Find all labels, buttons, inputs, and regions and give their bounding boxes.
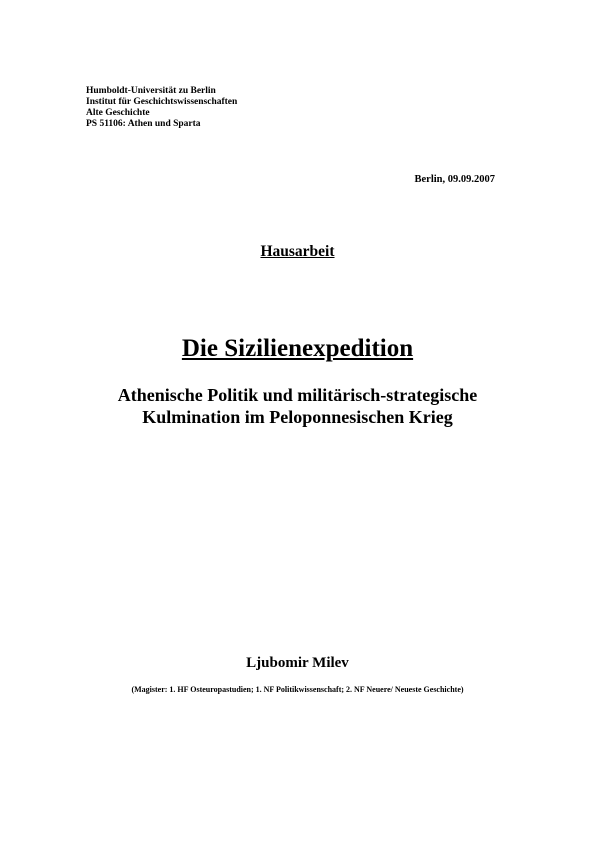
- subtitle-line-2: Kulmination im Peloponnesischen Krieg: [142, 407, 453, 427]
- place-date: Berlin, 09.09.2007: [414, 174, 495, 185]
- author-name: Ljubomir Milev: [246, 655, 349, 671]
- university-name: Humboldt-Universität zu Berlin: [86, 86, 216, 96]
- course-name: PS 51106: Athen und Sparta: [86, 119, 201, 129]
- author-study-programme: (Magister: 1. HF Osteuropastudien; 1. NF Politikwissenschaft; 2. NF Neuere/ Neueste Geschichte): [131, 685, 464, 694]
- document-type: Hausarbeit: [260, 243, 335, 260]
- document-subtitle: [0, 384, 595, 428]
- department-name: Alte Geschichte: [86, 108, 150, 118]
- document-title: Die Sizilienexpedition: [181, 335, 414, 362]
- institution-block: [86, 86, 237, 130]
- subtitle-line-1: Athenische Politik und militärisch-strategische: [117, 385, 478, 405]
- institute-name: Institut für Geschichtswissenschaften: [86, 97, 238, 107]
